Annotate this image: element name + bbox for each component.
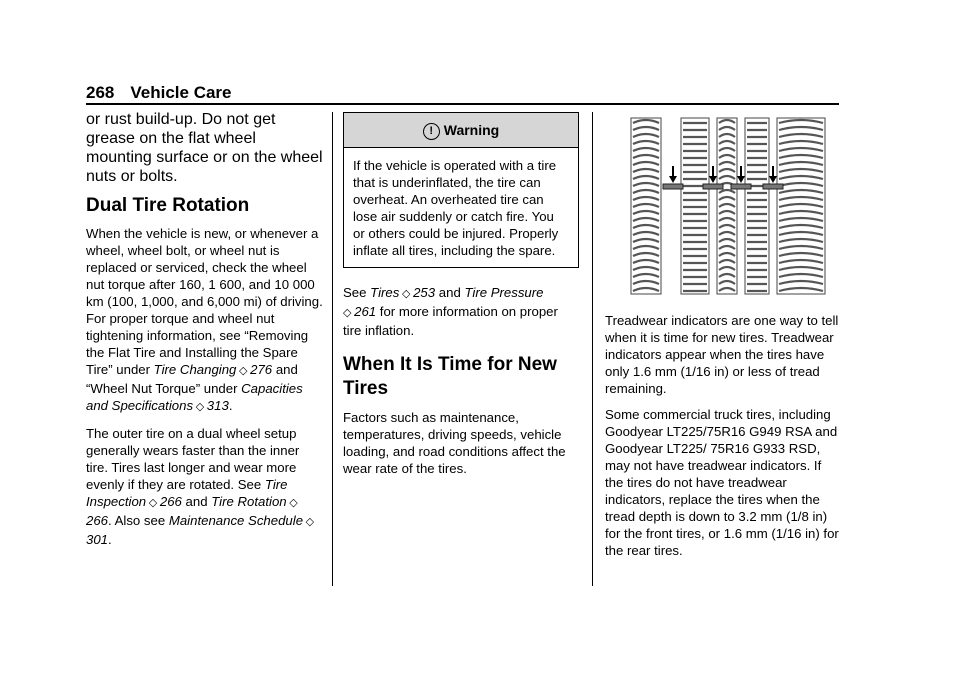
page-ref[interactable]: 261 bbox=[354, 304, 377, 319]
wear-bar bbox=[663, 184, 683, 189]
xref-tire-pressure[interactable]: Tire Pressure bbox=[464, 285, 544, 300]
paragraph-commercial-tires: Some commercial truck tires, including Goodyear LT225/75R16 G949 RSA and Goodyear LT225/ 75R16 G933 RSD, may not have treadwear indicators. If the tires do not have treadwear indicators, replace the tires when the tread depth is down to 3.2 mm (1/8 in) for the front tires, or 1.6 mm (1/16 in) for the rear tires. bbox=[605, 407, 839, 558]
heading-dual-tire-rotation: Dual Tire Rotation bbox=[86, 195, 250, 216]
page-header bbox=[86, 83, 232, 103]
wear-bar bbox=[731, 184, 751, 189]
section-title: Vehicle Care bbox=[130, 83, 232, 102]
arrow-icon bbox=[669, 176, 677, 183]
xref-icon: ◇ bbox=[195, 401, 205, 413]
xref-icon: ◇ bbox=[343, 307, 352, 319]
xref-tire-inspection[interactable]: Tire Inspection bbox=[86, 477, 288, 509]
paragraph-outer-tire: The outer tire on a dual wheel setup generally wears faster than the inner tire. Tires last longer and wear more evenly if they are rotated. See Tire Inspection ◇ 266 and Tire Rotation ◇ 266. Also see Maintenance Schedule ◇ 301. bbox=[86, 426, 315, 547]
arrow-icon bbox=[709, 176, 717, 183]
column-1 bbox=[86, 110, 324, 557]
tread-wear-indicator-illustration bbox=[617, 114, 835, 298]
column-divider-2 bbox=[592, 112, 593, 586]
xref-icon: ◇ bbox=[239, 365, 248, 377]
wear-bar bbox=[763, 184, 783, 189]
xref-icon: ◇ bbox=[305, 516, 315, 528]
page-ref[interactable]: 266 bbox=[159, 494, 182, 509]
column-3 bbox=[605, 112, 841, 568]
arrow-icon bbox=[769, 176, 777, 183]
page-ref[interactable]: 253 bbox=[413, 285, 436, 300]
page-ref[interactable]: 276 bbox=[250, 362, 273, 377]
heading-new-tires: When It Is Time for New Tires bbox=[343, 354, 557, 399]
warning-text: If the vehicle is operated with a tire that is underinflated, the tire can overheat. An overheated tire can lose air suddenly or catch fire. You or others could be injured. Properly inflate all tires, including the spare. bbox=[353, 158, 559, 258]
page-ref[interactable]: 301 bbox=[86, 532, 109, 547]
xref-tire-rotation[interactable]: Tire Rotation bbox=[211, 494, 287, 509]
page-ref[interactable]: 266 bbox=[86, 513, 109, 528]
arrow-icon bbox=[737, 176, 745, 183]
warning-title: Warning bbox=[443, 122, 500, 138]
page-number: 268 bbox=[86, 83, 115, 102]
paragraph-treadwear-indicators: Treadwear indicators are one way to tell when it is time for new tires. Treadwear indicators appear when the tires have only 1.6 mm (1/16 in) or less of tread remaining. bbox=[605, 313, 839, 396]
tread-pattern bbox=[631, 118, 825, 294]
warning-header bbox=[344, 113, 578, 148]
xref-icon: ◇ bbox=[289, 497, 298, 509]
warning-circle-icon: ! bbox=[423, 123, 440, 140]
xref-icon: ◇ bbox=[401, 288, 411, 300]
continued-text: or rust build-up. Do not get grease on the flat wheel mounting surface or on the wheel nuts or bolts. bbox=[86, 111, 323, 185]
xref-maintenance-schedule[interactable]: Maintenance Schedule bbox=[168, 513, 304, 528]
column-2 bbox=[343, 112, 579, 486]
xref-tires[interactable]: Tires bbox=[370, 285, 400, 300]
paragraph-wear-factors: Factors such as maintenance, temperatures, driving speeds, vehicle loading, and road conditions affect the wear rate of the tires. bbox=[343, 410, 566, 476]
xref-capacities[interactable]: Capacities and Specifications bbox=[86, 381, 303, 413]
xref-tire-changing[interactable]: Tire Changing bbox=[153, 362, 237, 377]
paragraph-see-tires: See Tires ◇ 253 and Tire Pressure ◇ 261 for more information on proper tire inflation. bbox=[343, 285, 558, 338]
header-rule bbox=[86, 103, 839, 105]
warning-box bbox=[343, 112, 579, 268]
xref-icon: ◇ bbox=[148, 497, 158, 509]
column-divider-1 bbox=[332, 112, 333, 586]
wear-bar bbox=[703, 184, 723, 189]
page-ref[interactable]: 313 bbox=[206, 398, 229, 413]
paragraph-wheel-nut-torque: When the vehicle is new, or whenever a wheel, wheel bolt, or wheel nut is replaced or serviced, check the wheel nut torque after 160, 1 600, and 10 000 km (100, 1,000, and 6,000 mi) of driving. For proper torque and wheel nut tightening information, see “Removing the Flat Tire and Installing the Spare Tire” under Tire Changing ◇ 276 and “Wheel Nut Torque” under Capacities and Specifications ◇ 313. bbox=[86, 226, 323, 413]
